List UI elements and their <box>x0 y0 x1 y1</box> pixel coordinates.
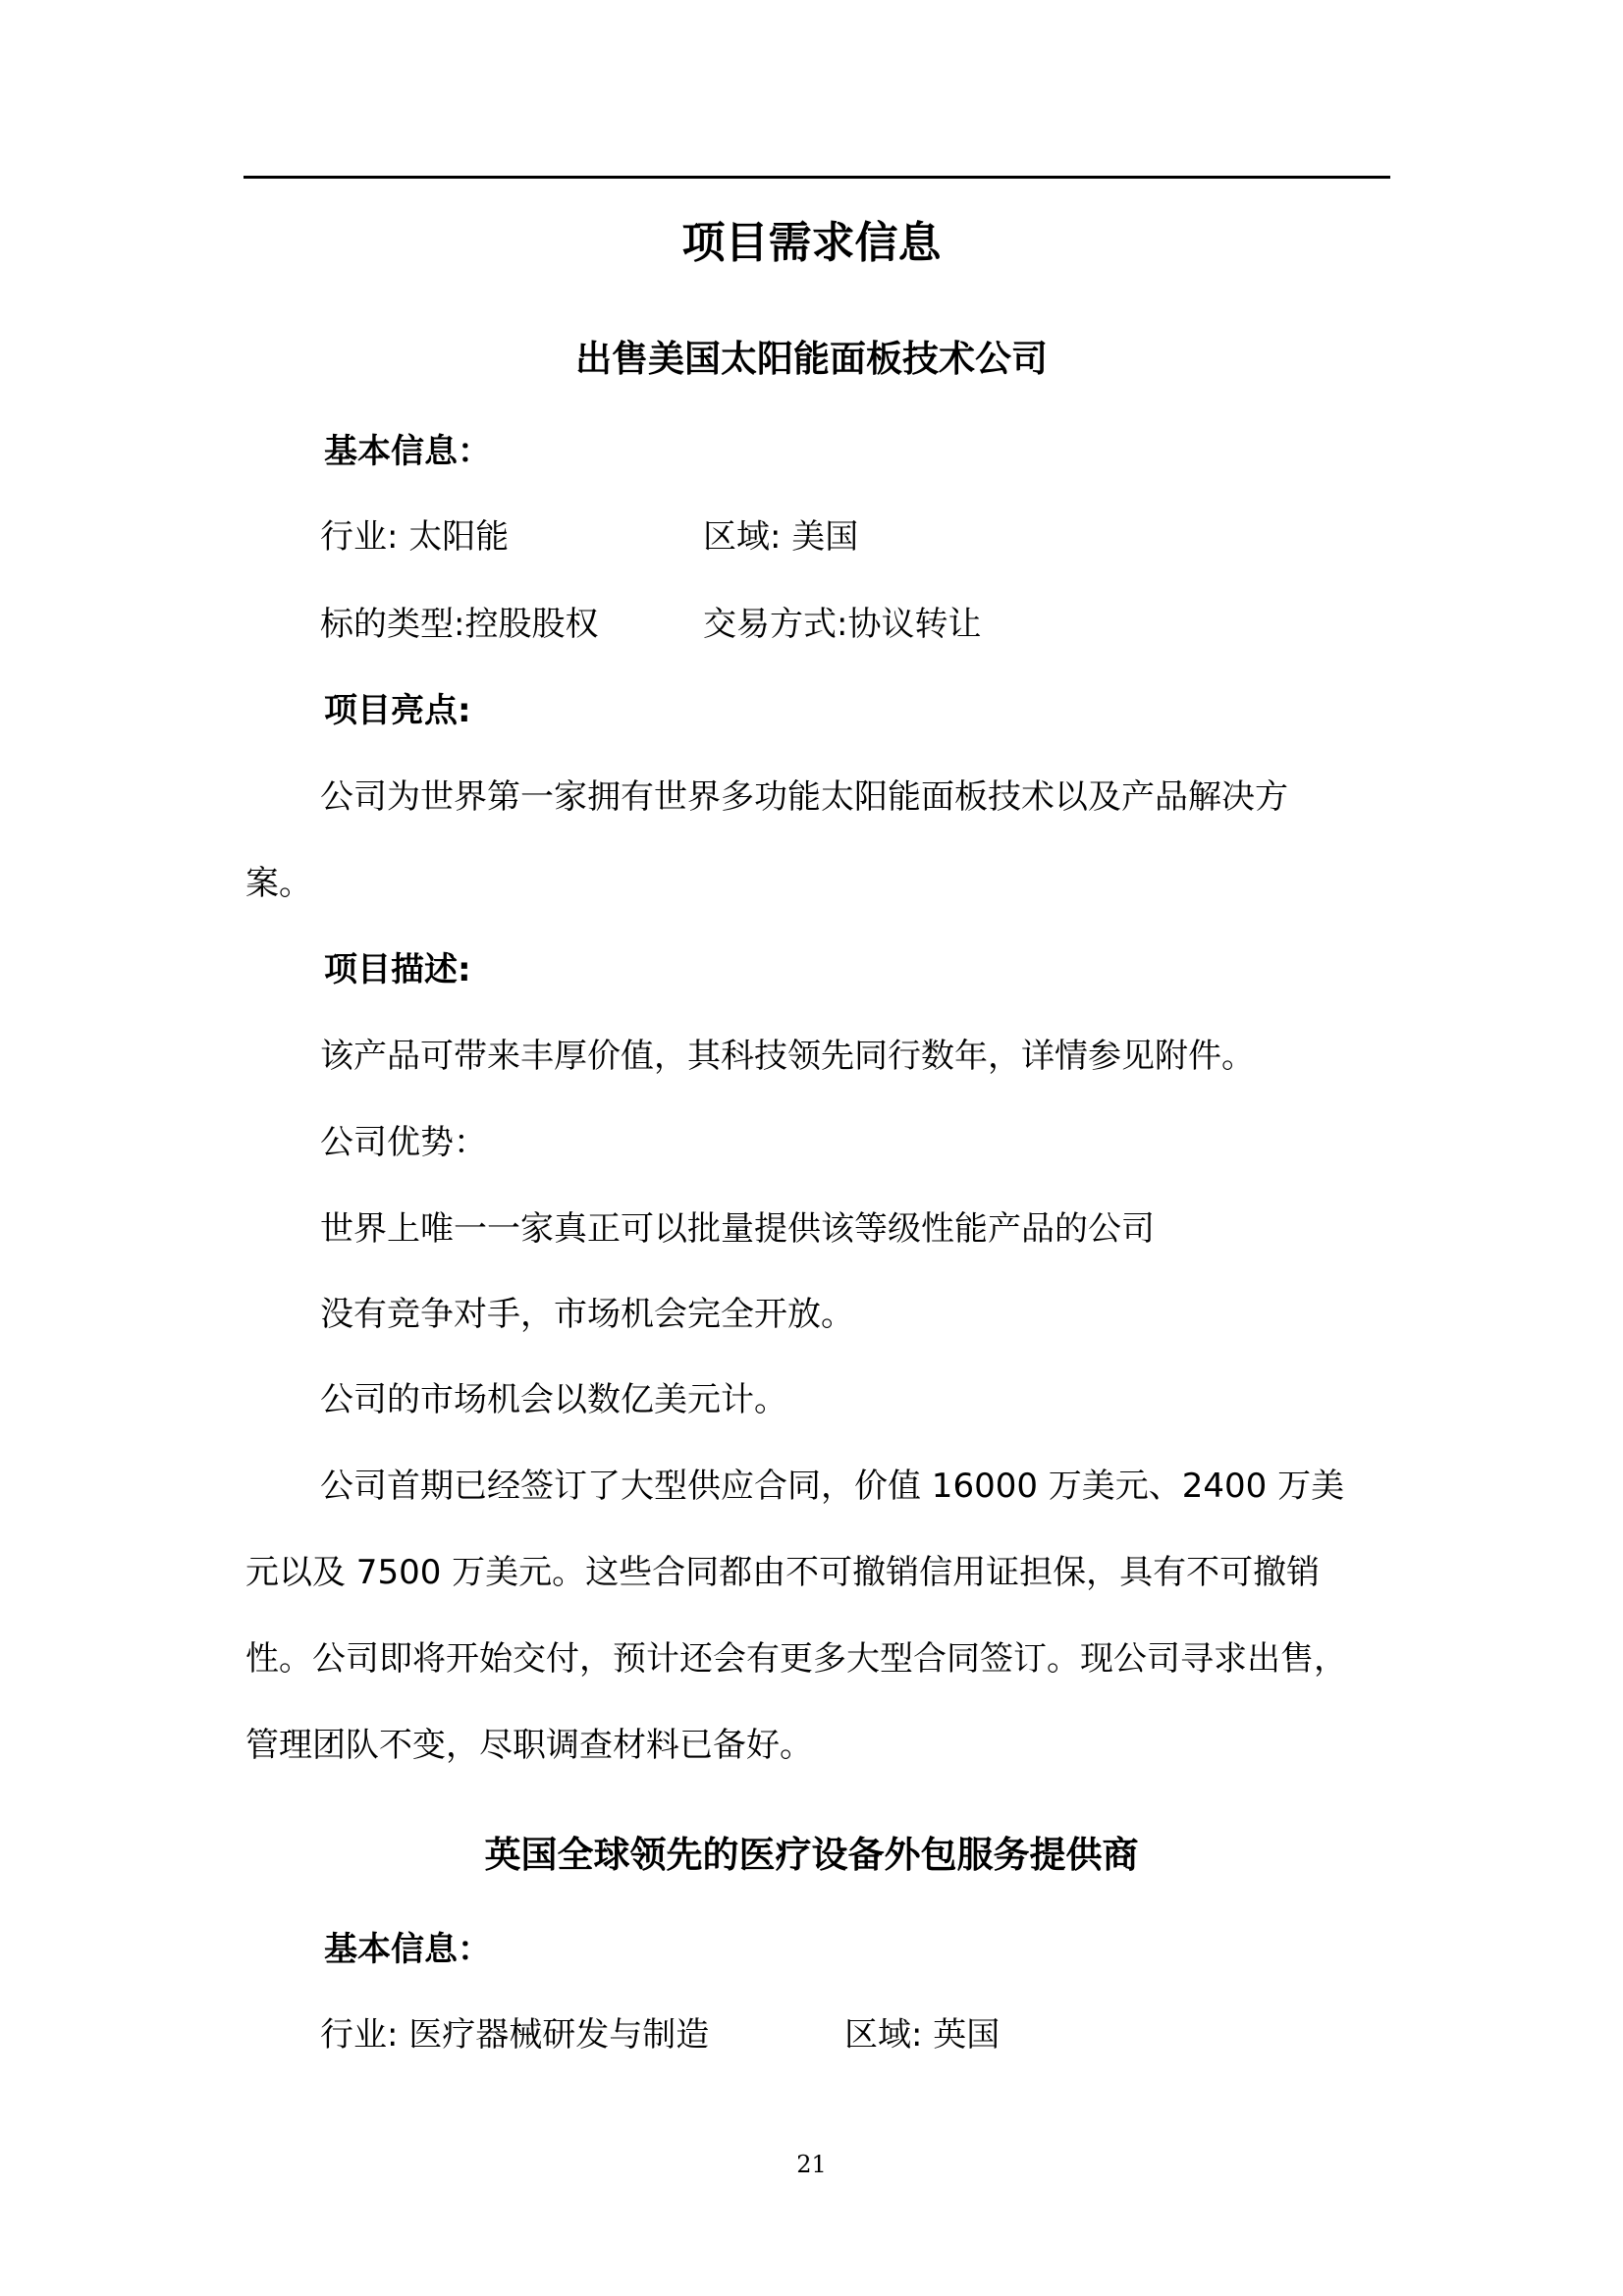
project1-advantage-item: 没有竞争对手，市场机会完全开放。 <box>320 1295 854 1334</box>
project1-title: 出售美国太阳能面板技术公司 <box>575 338 1048 380</box>
project1-industry: 行业: 太阳能 <box>320 517 510 557</box>
header-rule <box>243 176 1390 179</box>
project1-description-text: 该产品可带来丰厚价值，其科技领先同行数年，详情参见附件。 <box>320 1037 1255 1076</box>
project1-region: 区域: 美国 <box>703 517 859 557</box>
page-number: 21 <box>796 2151 827 2178</box>
project1-contracts-text: 性。公司即将开始交付，预计还会有更多大型合同签订。现公司寻求出售， <box>245 1639 1347 1679</box>
project1-description-label: 项目描述: <box>324 950 471 989</box>
project1-target-type: 标的类型:控股股权 <box>320 605 599 644</box>
project1-advantages-label: 公司优势： <box>320 1123 487 1162</box>
project2-title: 英国全球领先的医疗设备外包服务提供商 <box>484 1834 1139 1876</box>
project1-contracts-text: 管理团队不变，尽职调查材料已备好。 <box>245 1726 813 1765</box>
project1-basic-info-label: 基本信息： <box>324 432 491 471</box>
project1-advantage-item: 世界上唯一一家真正可以批量提供该等级性能产品的公司 <box>320 1209 1155 1249</box>
project2-industry: 行业: 医疗器械研发与制造 <box>320 2015 710 2055</box>
project1-contracts-text: 元以及 7500 万美元。这些合同都由不可撤销信用证担保，具有不可撤销 <box>245 1553 1321 1592</box>
page-title: 项目需求信息 <box>681 218 942 268</box>
project1-transaction: 交易方式:协议转让 <box>703 605 982 644</box>
project1-highlights-text: 公司为世界第一家拥有世界多功能太阳能面板技术以及产品解决方 <box>320 777 1288 817</box>
project1-advantage-item: 公司的市场机会以数亿美元计。 <box>320 1380 787 1419</box>
project1-highlights-text: 案。 <box>245 864 312 903</box>
project1-highlights-label: 项目亮点: <box>324 691 471 730</box>
project1-contracts-text: 公司首期已经签订了大型供应合同，价值 16000 万美元、2400 万美 <box>320 1467 1345 1506</box>
project2-region: 区域: 英国 <box>844 2015 1001 2055</box>
project2-basic-info-label: 基本信息： <box>324 1930 491 1969</box>
